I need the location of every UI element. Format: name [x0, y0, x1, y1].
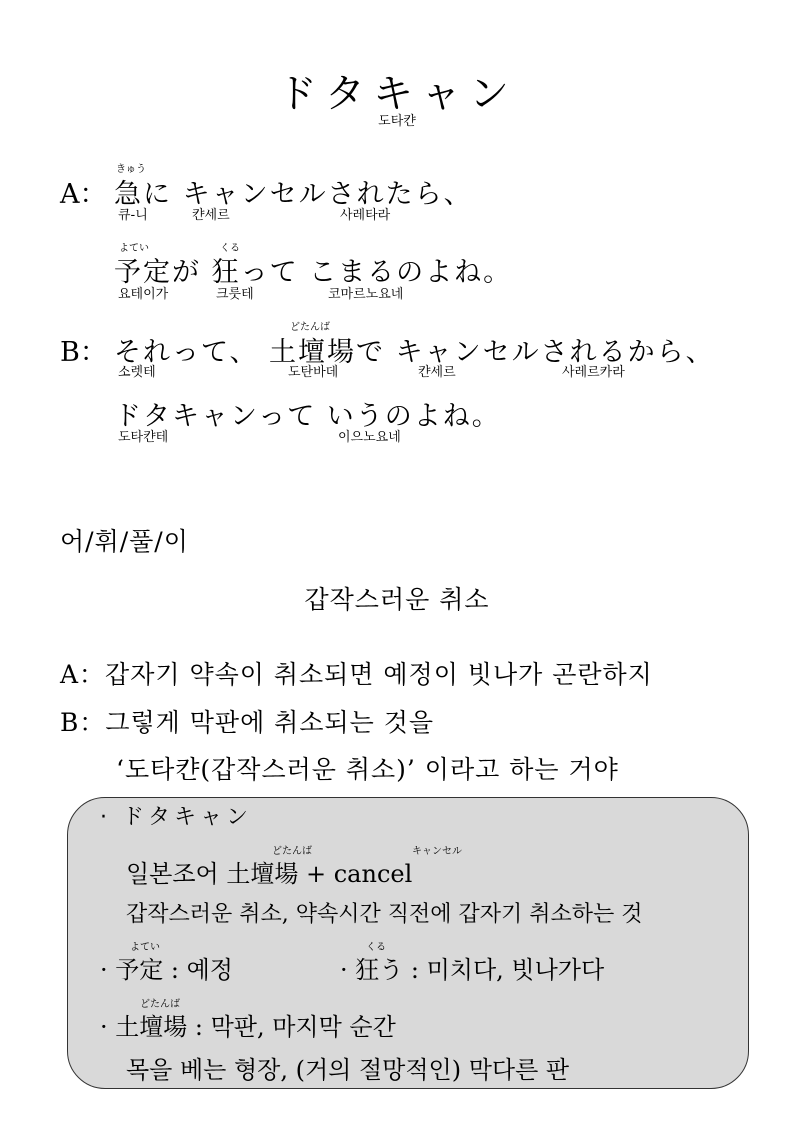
- speaker-b: B：: [60, 337, 107, 368]
- reading-b1-3: 캰세르: [418, 365, 456, 380]
- translation-a: A：갑자기 약속이 취소되면 예정이 빗나가 곤란하지: [60, 660, 653, 689]
- ruby-kuru: くる: [220, 243, 240, 254]
- reading-a1-2: 캰세르: [192, 208, 230, 223]
- note-1-title: · ドタキャン: [100, 805, 252, 830]
- dialogue-b-line1: それって、 土壇場で キャンセルされるから、: [114, 337, 715, 368]
- note-2b: · 狂う : 미치다, 빗나가다: [340, 956, 605, 984]
- note-ruby-kuru: くる: [366, 942, 386, 953]
- ruby-dotanba: どたんば: [290, 322, 330, 333]
- note-2a: · 予定 : 예정: [100, 956, 233, 984]
- speaker-a: A：: [60, 179, 107, 210]
- reading-b1-2: 도탄바데: [288, 365, 339, 380]
- translation-b1: B：그렇게 막판에 취소되는 것을: [60, 708, 435, 737]
- reading-a1-1: 큐-니: [118, 208, 148, 223]
- reading-b2-1: 도타캰테: [118, 430, 169, 445]
- note-ruby-cancel: キャンセル: [412, 846, 462, 857]
- page-title: ドタキャン: [277, 71, 517, 117]
- note-3: · 土壇場 : 막판, 마지막 순간: [100, 1013, 396, 1041]
- meaning-title: 갑작스러운 취소: [304, 585, 490, 614]
- dialogue-b-line2: ドタキャンって いうのよね。: [114, 401, 501, 432]
- ruby-yotei: よてい: [119, 243, 149, 254]
- reading-b1-4: 사레르카라: [562, 365, 625, 380]
- title-reading: 도타캰: [378, 114, 416, 129]
- reading-a2-1: 요테이가: [118, 287, 169, 302]
- note-1-line1: 일본조어 土壇場 + cancel: [126, 860, 413, 888]
- reading-b1-1: 소렛테: [118, 365, 156, 380]
- note-ruby-yotei: よてい: [130, 942, 160, 953]
- reading-a2-3: 코마르노요네: [328, 287, 404, 302]
- dialogue-a-line1: 急に キャンセルされたら、: [114, 179, 473, 210]
- reading-a2-2: 크룻테: [216, 287, 254, 302]
- note-ruby-dotanba: どたんば: [272, 846, 312, 857]
- reading-b2-2: 이으노요네: [338, 430, 401, 445]
- ruby-kyuu: きゅう: [116, 164, 146, 175]
- note-1-line2: 갑작스러운 취소, 약속시간 직전에 갑자기 취소하는 것: [126, 902, 643, 927]
- note-3-line2: 목을 베는 형장, (거의 절망적인) 막다른 판: [126, 1056, 570, 1084]
- translation-b2: ‘도타캰(갑작스러운 취소)’ 이라고 하는 거야: [116, 755, 619, 784]
- dialogue-a-line2: 予定が 狂って こまるのよね。: [114, 257, 513, 288]
- vocab-heading: 어/휘/풀/이: [60, 527, 189, 556]
- reading-a1-3: 사레타라: [340, 208, 391, 223]
- notes-box: [67, 797, 749, 1089]
- note-ruby-dotanba-2: どたんば: [140, 999, 180, 1010]
